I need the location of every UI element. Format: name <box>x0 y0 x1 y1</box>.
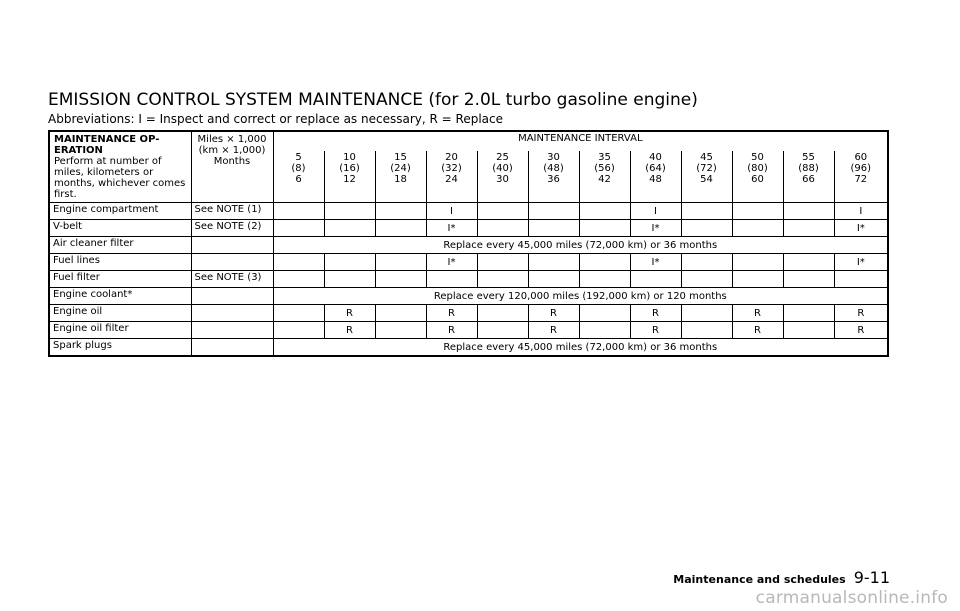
interval-cell <box>732 254 783 271</box>
interval-km: (64) <box>645 162 666 174</box>
interval-miles: 25 <box>496 151 509 163</box>
interval-cell <box>324 271 375 288</box>
interval-miles: 30 <box>547 151 560 163</box>
interval-cell <box>732 220 783 237</box>
interval-km: (8) <box>291 162 306 174</box>
interval-cell <box>324 254 375 271</box>
interval-cell <box>528 203 579 220</box>
interval-cell <box>477 305 528 322</box>
page-number: 9-11 <box>853 568 890 587</box>
interval-cell: I* <box>834 220 888 237</box>
interval-cell <box>273 305 324 322</box>
interval-months: 54 <box>700 173 713 185</box>
interval-cell <box>375 220 426 237</box>
interval-cell <box>477 203 528 220</box>
table-row <box>49 203 888 220</box>
interval-km: (88) <box>798 162 819 174</box>
interval-cell: R <box>324 322 375 339</box>
interval-cell <box>375 271 426 288</box>
interval-km: (16) <box>339 162 360 174</box>
interval-column-header <box>681 151 732 203</box>
interval-km: (24) <box>390 162 411 174</box>
interval-cell: I* <box>630 254 681 271</box>
operation-name: Engine compartment <box>49 203 191 220</box>
interval-cell <box>273 322 324 339</box>
units-miles-label: Miles × 1,000 <box>197 134 267 145</box>
interval-cell <box>681 254 732 271</box>
interval-cell <box>426 271 477 288</box>
interval-cell <box>528 271 579 288</box>
interval-miles: 55 <box>802 151 815 163</box>
interval-cell <box>783 254 834 271</box>
operation-note <box>191 254 273 271</box>
interval-miles: 15 <box>394 151 407 163</box>
interval-km: (40) <box>492 162 513 174</box>
interval-column-header <box>528 151 579 203</box>
page-title: EMISSION CONTROL SYSTEM MAINTENANCE (for 2.0L turbo gasoline engine) <box>48 90 698 110</box>
interval-miles: 60 <box>854 151 868 163</box>
interval-cell <box>579 271 630 288</box>
interval-cell <box>732 203 783 220</box>
interval-cell: R <box>528 322 579 339</box>
units-km-label: (km × 1,000) <box>198 145 266 156</box>
interval-cell <box>273 220 324 237</box>
interval-months: 42 <box>598 173 611 185</box>
interval-cell <box>375 203 426 220</box>
interval-cell <box>273 203 324 220</box>
operation-note: See NOTE (2) <box>191 220 273 237</box>
interval-cell <box>681 220 732 237</box>
interval-cell <box>477 271 528 288</box>
table-row <box>49 288 888 305</box>
abbreviations-note: Abbreviations: I = Inspect and correct or replace as necessary, R = Replace <box>48 112 503 126</box>
interval-cell <box>630 271 681 288</box>
interval-km: (56) <box>594 162 615 174</box>
operation-name: Air cleaner filter <box>49 237 191 254</box>
interval-cell: I <box>834 203 888 220</box>
interval-cell <box>375 254 426 271</box>
interval-cell: I* <box>426 254 477 271</box>
interval-cell: I <box>426 203 477 220</box>
interval-km: (80) <box>747 162 768 174</box>
units-months-label: Months <box>213 156 251 167</box>
table-row <box>49 220 888 237</box>
interval-cell: I* <box>630 220 681 237</box>
interval-km: (96) <box>850 162 872 174</box>
interval-column-header <box>324 151 375 203</box>
interval-months: 24 <box>445 173 458 185</box>
interval-cell <box>477 220 528 237</box>
interval-months: 72 <box>854 173 868 185</box>
interval-cell <box>681 305 732 322</box>
interval-column-header <box>375 151 426 203</box>
operation-header-cell <box>49 131 191 203</box>
interval-cell <box>528 220 579 237</box>
interval-cell <box>579 203 630 220</box>
operation-note <box>191 339 273 357</box>
interval-column-header <box>630 151 681 203</box>
interval-cell <box>783 220 834 237</box>
interval-cell <box>477 322 528 339</box>
interval-cell: I* <box>834 254 888 271</box>
operation-note: See NOTE (1) <box>191 203 273 220</box>
interval-months: 12 <box>343 173 356 185</box>
interval-cell: R <box>528 305 579 322</box>
table-row <box>49 254 888 271</box>
interval-months: 36 <box>547 173 560 185</box>
table-row <box>49 322 888 339</box>
table-row <box>49 339 888 357</box>
interval-cell <box>783 271 834 288</box>
interval-cell <box>375 322 426 339</box>
operation-name: V-belt <box>49 220 191 237</box>
interval-months: 60 <box>751 173 764 185</box>
interval-cell: R <box>426 305 477 322</box>
interval-months: 6 <box>295 173 302 185</box>
interval-cell: R <box>732 322 783 339</box>
table-row <box>49 271 888 288</box>
interval-cell: R <box>834 322 888 339</box>
interval-miles: 35 <box>598 151 611 163</box>
interval-cell <box>783 305 834 322</box>
interval-km: (32) <box>441 162 462 174</box>
operation-name: Spark plugs <box>49 339 191 357</box>
interval-span-note: Replace every 45,000 miles (72,000 km) or 36 months <box>273 237 888 254</box>
interval-cell <box>477 254 528 271</box>
interval-header: MAINTENANCE INTERVAL <box>273 131 888 151</box>
interval-cell <box>681 322 732 339</box>
interval-cell <box>324 203 375 220</box>
interval-miles: 20 <box>445 151 458 163</box>
interval-cell: R <box>732 305 783 322</box>
operation-name: Engine coolant* <box>49 288 191 305</box>
interval-cell: R <box>324 305 375 322</box>
interval-column-header <box>579 151 630 203</box>
interval-miles: 50 <box>751 151 764 163</box>
interval-cell <box>528 254 579 271</box>
interval-km: (72) <box>696 162 717 174</box>
interval-column-header <box>732 151 783 203</box>
interval-cell <box>783 203 834 220</box>
interval-months: 18 <box>394 173 407 185</box>
interval-cell <box>324 220 375 237</box>
operation-name: Engine oil <box>49 305 191 322</box>
operation-header-title: MAINTENANCE OP- ERATION <box>54 134 160 156</box>
operation-note: See NOTE (3) <box>191 271 273 288</box>
interval-miles: 10 <box>343 151 356 163</box>
operation-name: Engine oil filter <box>49 322 191 339</box>
interval-column-header <box>477 151 528 203</box>
interval-miles: 45 <box>700 151 713 163</box>
interval-cell <box>273 271 324 288</box>
interval-span-note: Replace every 120,000 miles (192,000 km) or 120 months <box>273 288 888 305</box>
interval-cell <box>681 271 732 288</box>
operation-note <box>191 237 273 254</box>
interval-column-header <box>783 151 834 203</box>
interval-cell <box>579 254 630 271</box>
interval-cell: R <box>426 322 477 339</box>
interval-months: 30 <box>496 173 509 185</box>
operation-header-description: Perform at number of miles, kilometers or months, whichever comes first. <box>54 156 186 200</box>
operation-note <box>191 322 273 339</box>
interval-span-note: Replace every 45,000 miles (72,000 km) or 36 months <box>273 339 888 357</box>
operation-name: Fuel lines <box>49 254 191 271</box>
interval-cell <box>273 254 324 271</box>
table-row <box>49 237 888 254</box>
page-footer <box>673 568 890 587</box>
table-row <box>49 305 888 322</box>
operation-name: Fuel filter <box>49 271 191 288</box>
interval-months: 66 <box>802 173 815 185</box>
interval-miles: 5 <box>295 151 302 163</box>
interval-months: 48 <box>649 173 662 185</box>
interval-column-header <box>834 151 888 203</box>
interval-cell: R <box>630 305 681 322</box>
interval-cell <box>375 305 426 322</box>
interval-cell: R <box>630 322 681 339</box>
interval-cell <box>783 322 834 339</box>
interval-cell <box>732 271 783 288</box>
interval-cell <box>579 220 630 237</box>
interval-cell <box>579 322 630 339</box>
interval-cell <box>681 203 732 220</box>
maintenance-schedule-table <box>48 130 889 357</box>
interval-miles: 40 <box>649 151 662 163</box>
interval-km: (48) <box>543 162 564 174</box>
interval-cell: I <box>630 203 681 220</box>
interval-cell <box>579 305 630 322</box>
watermark: carmanualsonline.info <box>755 588 948 608</box>
interval-column-header <box>273 151 324 203</box>
interval-cell: I* <box>426 220 477 237</box>
interval-cell <box>834 271 888 288</box>
interval-column-header <box>426 151 477 203</box>
units-header-cell <box>191 131 273 203</box>
operation-note <box>191 305 273 322</box>
footer-section-title: Maintenance and schedules <box>673 573 846 586</box>
operation-note <box>191 288 273 305</box>
interval-cell: R <box>834 305 888 322</box>
